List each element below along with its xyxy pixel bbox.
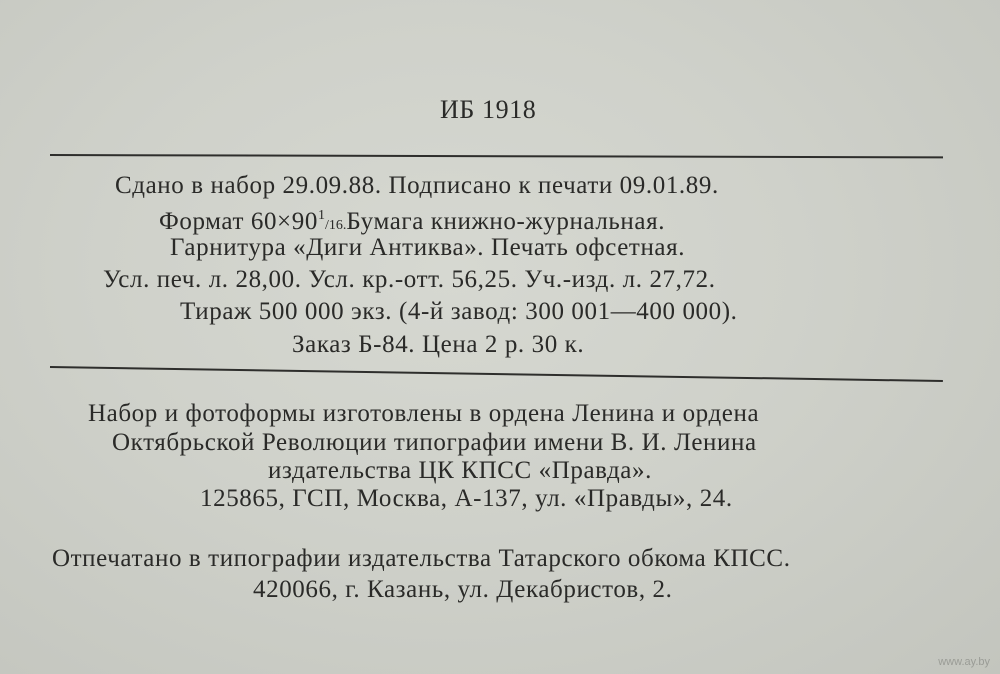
format-label: Формат 60 [159, 208, 278, 235]
imprint-line-sheets: Усл. печ. л. 28,00. Усл. кр.-отт. 56,25. Уч.-изд. л. 27,72. [103, 266, 716, 293]
format-90: 90 [291, 208, 318, 235]
imprint-line-order: Заказ Б-84. Цена 2 р. 30 к. [292, 331, 585, 358]
imprint-line-print-run: Тираж 500 000 экз. (4-й завод: 300 001—400 000). [180, 298, 738, 325]
printed-line-1: Отпечатано в типографии издательства Татарского обкома КПСС. [52, 545, 791, 572]
printer-line-3: издательства ЦК КПСС «Правда». [268, 457, 652, 484]
imprint-line-dates: Сдано в набор 29.09.88. Подписано к печати 09.01.89. [115, 172, 719, 199]
imprint-line-typeface: Гарнитура «Диги Антиква». Печать офсетная. [170, 234, 686, 261]
watermark: www.ay.by [938, 656, 990, 668]
ib-number: ИБ 1918 [440, 95, 537, 124]
format-paper: Бумага книжно-журнальная. [346, 208, 666, 235]
printer-line-2: Октябрьской Революции типографии имени В. И. Ленина [112, 429, 757, 456]
middle-rule [50, 366, 943, 382]
printer-address: 125865, ГСП, Москва, А-137, ул. «Правды», 24. [200, 485, 733, 512]
format-superscript: 1 [317, 208, 325, 223]
printed-address: 420066, г. Казань, ул. Декабристов, 2. [253, 576, 673, 603]
printer-line-1: Набор и фотоформы изготовлены в ордена Ленина и ордена [88, 400, 760, 427]
format-fraction: /16. [324, 218, 347, 233]
format-times: × [277, 208, 292, 235]
top-rule [50, 154, 943, 158]
